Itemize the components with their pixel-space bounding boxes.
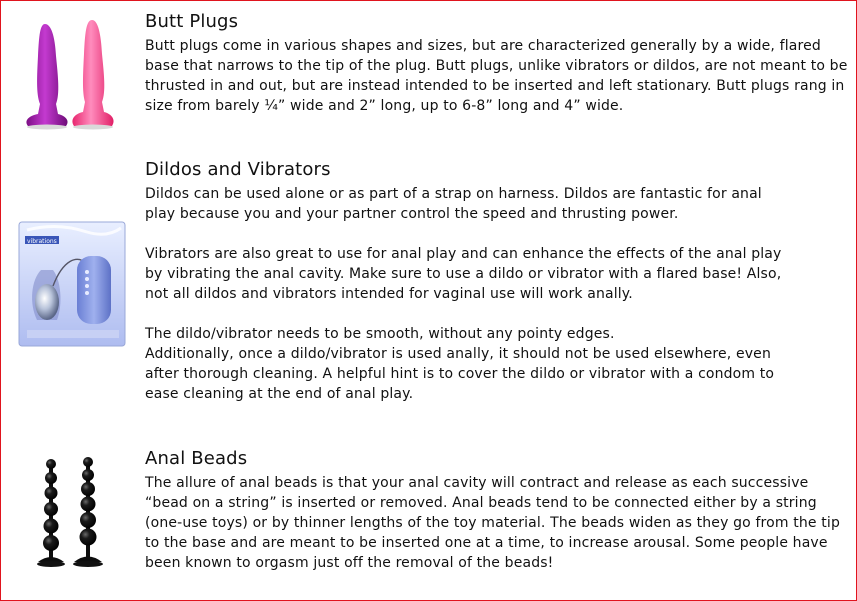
dildos-paragraph-3a: The dildo/vibrator needs to be smooth, without any pointy edges.	[145, 326, 615, 342]
vibrator-package-image	[17, 220, 127, 348]
dildos-paragraph-1: Dildos can be used alone or as part of a strap on harness. Dildos are fantastic for anal play because you and your partner control the speed and thrusting power.	[145, 186, 762, 222]
dildos-paragraph-3b: Additionally, once a dildo/vibrator is used anally, it should not be used elsewhere, even after thorough cleaning. A helpful hint is to cover the dildo or vibrator with a condom to ease cleaning at the end of anal play.	[145, 346, 775, 402]
dildos-paragraph-2: Vibrators are also great to use for anal play and can enhance the effects of the anal play by vibrating the anal cavity. Make sure to use a dildo or vibrator with a flared base! Also, not all dildos and vibrators intended for vaginal use will work anally.	[145, 246, 782, 302]
butt-plugs-image	[22, 16, 120, 132]
butt-plugs-title: Butt Plugs	[145, 11, 239, 32]
anal-beads-body: The allure of anal beads is that your anal cavity will contract and release as each successive “bead on a string” is inserted or removed. Anal beads tend to be connected either by a string (one-use toys) or by thinner lengths of the toy material. The beads widen as they go from the tip to the base and are meant to be inserted one at a time, to increase arousal. Some people have been known to orgasm just off the removal of the beads!	[145, 475, 840, 571]
anal-beads-title: Anal Beads	[145, 448, 248, 469]
butt-plugs-body: Butt plugs come in various shapes and sizes, but are characterized generally by a wide, flared base that narrows to the tip of the plug. Butt plugs, unlike vibrators or dildos, are not meant to be thrusted in and out, but are instead intended to be inserted and left stationary. Butt plugs rang in size from barely ¼” wide and 2” long, up to 6-8” long and 4” wide.	[145, 38, 848, 114]
package-label: vibrations	[27, 238, 57, 245]
anal-beads-image	[34, 454, 114, 574]
dildos-vibrators-title: Dildos and Vibrators	[145, 159, 331, 180]
